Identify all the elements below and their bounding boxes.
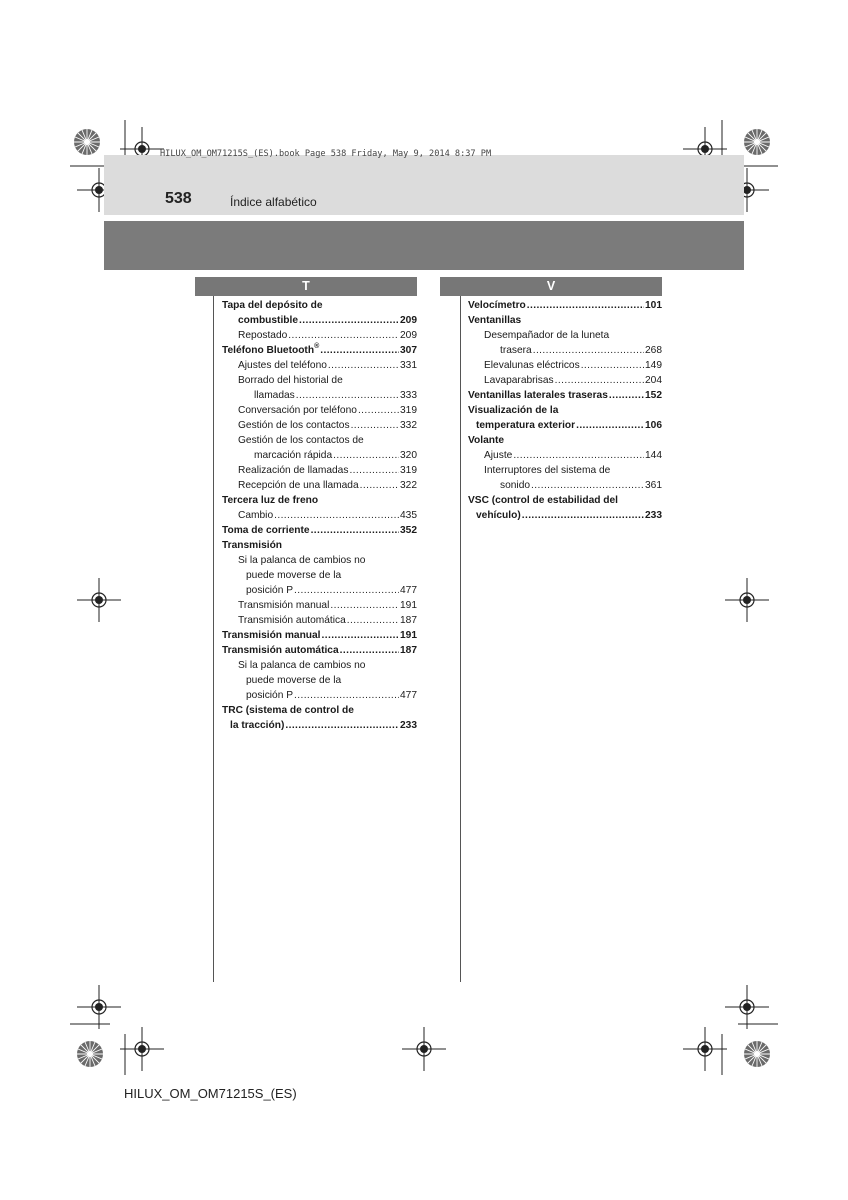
rose-mark-bottom-right [744, 1041, 770, 1067]
index-entry-text: Visualización de la [468, 405, 559, 416]
index-entry-page: 191 [400, 630, 417, 641]
index-entry [222, 388, 417, 403]
dot-leader [296, 388, 399, 403]
index-entry [222, 673, 417, 688]
dot-leader [609, 388, 644, 403]
dot-leader [311, 523, 399, 538]
index-entry [468, 403, 662, 418]
index-entry-page: 101 [645, 300, 662, 311]
index-entry [468, 463, 662, 478]
index-entry-page: 152 [645, 390, 662, 401]
dot-leader [527, 298, 644, 313]
index-entry-page: 332 [400, 420, 417, 431]
index-entry [222, 418, 417, 433]
index-entry-page: 149 [645, 360, 662, 371]
index-entry [222, 478, 417, 493]
target-mark-bottom-center [402, 1027, 446, 1071]
index-entry [468, 343, 662, 358]
index-entry-text: Cambio [238, 510, 274, 521]
index-entry [222, 553, 417, 568]
index-entry-text: trasera [500, 345, 532, 356]
index-entries-v [468, 298, 662, 523]
index-entry-text: sonido [500, 480, 531, 491]
index-entries-t [222, 298, 417, 733]
index-entry-page: 477 [400, 585, 417, 596]
dot-leader [328, 358, 399, 373]
dot-leader [360, 478, 399, 493]
dot-leader [274, 508, 399, 523]
target-mark-right-lower [725, 985, 769, 1029]
index-entry [222, 628, 417, 643]
index-entry [468, 493, 662, 508]
index-entry-text: Repostado [238, 330, 288, 341]
index-entry-page: 191 [400, 600, 417, 611]
target-mark-right-middle [725, 578, 769, 622]
dot-leader [581, 358, 644, 373]
dot-leader [576, 418, 644, 433]
index-entry-text: Lavaparabrisas [484, 375, 554, 386]
index-entry [222, 688, 417, 703]
index-entry [468, 313, 662, 328]
index-entry-page: 233 [645, 510, 662, 521]
index-entry-text: la tracción) [230, 720, 285, 731]
rose-mark-bottom-left [77, 1041, 103, 1067]
index-entry-text: temperatura exterior [476, 420, 576, 431]
dot-leader [340, 643, 399, 658]
dot-leader [555, 373, 644, 388]
index-entry [222, 568, 417, 583]
dot-leader [294, 688, 399, 703]
index-entry-text: VSC (control de estabilidad del [468, 495, 619, 506]
registered-mark: ® [314, 342, 320, 350]
header-band [104, 155, 744, 215]
index-entry [222, 403, 417, 418]
index-entry-text: combustible [238, 315, 299, 326]
index-entry [222, 463, 417, 478]
index-entry-page: 233 [400, 720, 417, 731]
column-letter-v: V [440, 277, 662, 296]
index-entry-page: 268 [645, 345, 662, 356]
dot-leader [330, 598, 399, 613]
index-entry-text: Ventanillas laterales traseras [468, 390, 608, 401]
index-entry-text: Recepción de una llamada [238, 480, 359, 491]
index-entry [468, 373, 662, 388]
index-entry [222, 508, 417, 523]
index-entry-text: Transmisión automática [238, 615, 346, 626]
column-rule-left [213, 296, 214, 982]
index-entry-page: 361 [645, 480, 662, 491]
index-entry [222, 328, 417, 343]
dot-leader [299, 313, 399, 328]
index-entry [468, 508, 662, 523]
index-entry [222, 448, 417, 463]
index-entry-text: Conversación por teléfono [238, 405, 357, 416]
section-title: Índice alfabético [230, 195, 317, 209]
index-entry-text: vehículo) [476, 510, 521, 521]
index-entry-page: 320 [400, 450, 417, 461]
index-entry-text: Realización de llamadas [238, 465, 349, 476]
dot-leader [533, 343, 644, 358]
index-entry-text: posición P [246, 585, 294, 596]
rose-mark-top-left [74, 129, 100, 155]
index-entry-text: Ajuste [484, 450, 513, 461]
index-entry-text: posición P [246, 690, 294, 701]
index-entry-page: 307 [400, 345, 417, 356]
index-entry-page: 187 [400, 615, 417, 626]
index-entry-text: Elevalunas eléctricos [484, 360, 580, 371]
index-entry-page: 319 [400, 405, 417, 416]
dot-leader [285, 718, 399, 733]
index-entry [468, 388, 662, 403]
index-entry [468, 448, 662, 463]
target-mark-left-middle [77, 578, 121, 622]
index-entry-text: Si la palanca de cambios no [238, 660, 366, 671]
index-entry [222, 613, 417, 628]
dot-leader [351, 418, 399, 433]
dot-leader [333, 448, 399, 463]
index-entry-text: Tercera luz de freno [222, 495, 319, 506]
index-entry-page: 435 [400, 510, 417, 521]
index-entry-text: Volante [468, 435, 505, 446]
target-mark-left-lower [77, 985, 121, 1029]
index-entry [222, 523, 417, 538]
index-entry [222, 373, 417, 388]
index-entry [222, 313, 417, 328]
index-entry [222, 298, 417, 313]
index-entry-text: Interruptores del sistema de [484, 465, 611, 476]
index-entry [222, 718, 417, 733]
index-entry [468, 298, 662, 313]
index-entry [222, 343, 417, 358]
index-entry-page: 209 [400, 330, 417, 341]
index-entry-text: Ventanillas [468, 315, 522, 326]
index-entry-text: marcación rápida [254, 450, 333, 461]
index-entry-text: Desempañador de la luneta [484, 330, 610, 341]
index-entry [222, 358, 417, 373]
index-entry-text: Velocímetro [468, 300, 526, 311]
index-entry [222, 538, 417, 553]
dot-leader [513, 448, 644, 463]
index-entry-text: Transmisión manual [222, 630, 321, 641]
dot-leader [347, 613, 399, 628]
index-entry-page: 204 [645, 375, 662, 386]
page-number: 538 [165, 190, 192, 207]
index-entry [222, 598, 417, 613]
target-mark-bottom-left [120, 1027, 164, 1071]
dot-leader [320, 343, 399, 358]
index-entry-page: 352 [400, 525, 417, 536]
index-entry-text: Transmisión automática [222, 645, 339, 656]
dot-leader [531, 478, 644, 493]
index-entry [468, 478, 662, 493]
index-entry-page: 106 [645, 420, 662, 431]
index-entry [222, 583, 417, 598]
index-entry [468, 418, 662, 433]
index-entry-page: 333 [400, 390, 417, 401]
footer-document-code: HILUX_OM_OM71215S_(ES) [124, 1086, 297, 1101]
index-entry-text: Gestión de los contactos [238, 420, 350, 431]
index-entry-text: llamadas [254, 390, 295, 401]
dot-leader [349, 463, 399, 478]
print-info-line: HILUX_OM_OM71215S_(ES).book Page 538 Friday, May 9, 2014 8:37 PM [160, 149, 492, 159]
index-entry-text: Transmisión [222, 540, 283, 551]
index-entry-text: Transmisión manual [238, 600, 330, 611]
dot-leader [322, 628, 399, 643]
index-entry-text: Si la palanca de cambios no [238, 555, 366, 566]
header-dark-band [104, 221, 744, 270]
index-entry-text: puede moverse de la [246, 570, 342, 581]
index-entry-page: 187 [400, 645, 417, 656]
index-entry [222, 703, 417, 718]
index-entry-text: Borrado del historial de [238, 375, 343, 386]
index-entry-text: Toma de corriente [222, 525, 310, 536]
index-entry-page: 331 [400, 360, 417, 371]
index-entry-text: puede moverse de la [246, 675, 342, 686]
dot-leader [522, 508, 644, 523]
dot-leader [294, 583, 399, 598]
rose-mark-top-right [744, 129, 770, 155]
index-entry-text: TRC (sistema de control de [222, 705, 354, 716]
dot-leader [358, 403, 399, 418]
column-rule-right [460, 296, 461, 982]
index-entry [468, 433, 662, 448]
index-entry-page: 319 [400, 465, 417, 476]
column-letter-t: T [195, 277, 417, 296]
index-entry [468, 328, 662, 343]
index-entry-text: Teléfono Bluetooth® [222, 342, 320, 356]
target-mark-bottom-right [683, 1027, 727, 1071]
index-entry [222, 493, 417, 508]
index-entry-page: 144 [645, 450, 662, 461]
dot-leader [288, 328, 399, 343]
index-entry [222, 643, 417, 658]
index-entry-text: Gestión de los contactos de [238, 435, 364, 446]
index-entry-text: Tapa del depósito de [222, 300, 323, 311]
index-entry-text: Ajustes del teléfono [238, 360, 327, 371]
index-entry-page: 322 [400, 480, 417, 491]
index-entry-page: 477 [400, 690, 417, 701]
index-entry [222, 433, 417, 448]
index-entry-page: 209 [400, 315, 417, 326]
index-entry [468, 358, 662, 373]
index-entry [222, 658, 417, 673]
